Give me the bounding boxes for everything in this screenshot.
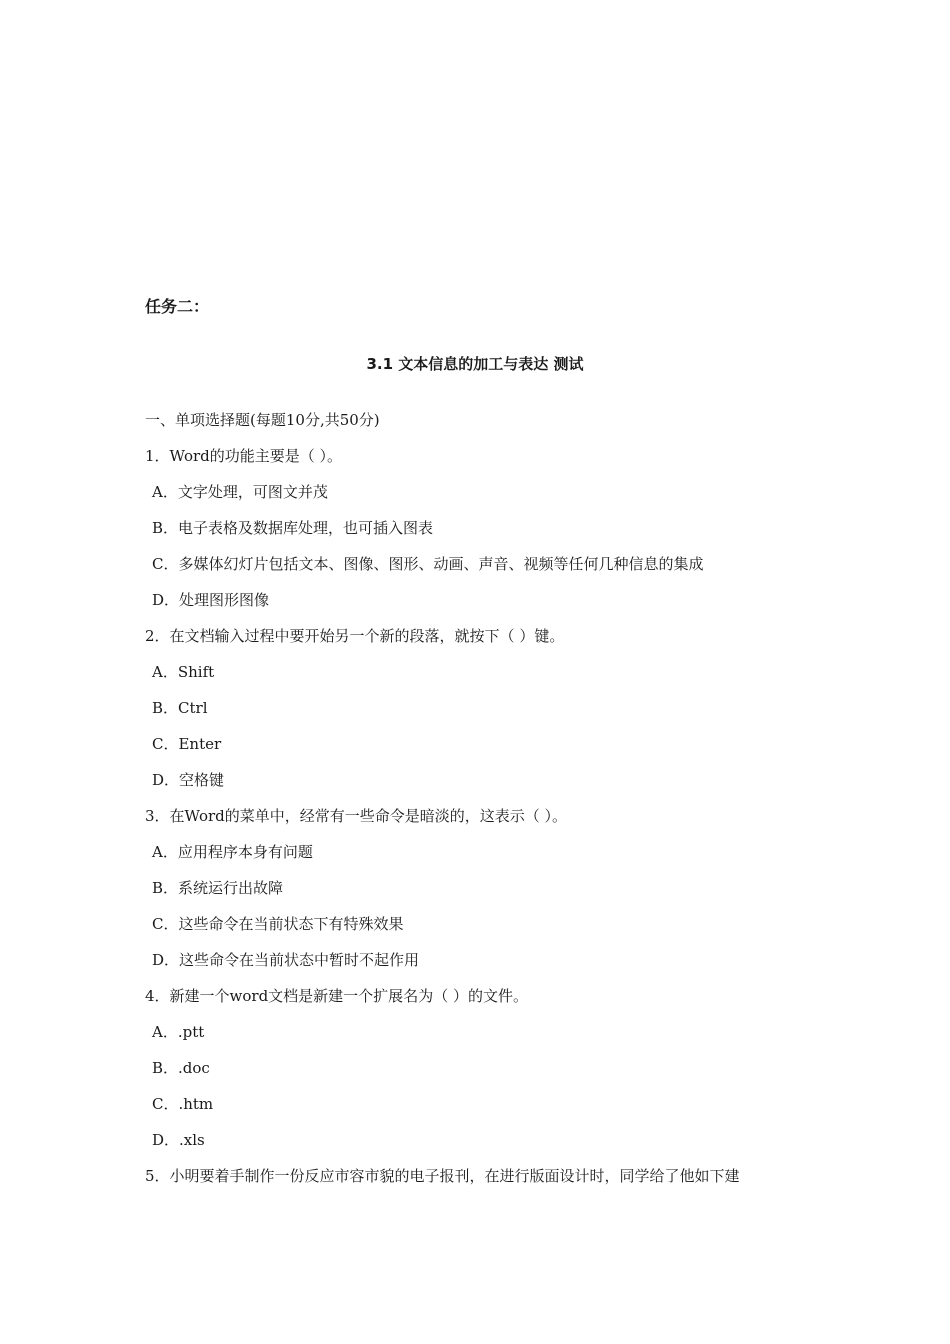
question-stem-2: 2．在文档输入过程中要开始另一个新的段落，就按下（ ）键。: [145, 627, 565, 645]
question-stem-4: 4．新建一个word文档是新建一个扩展名为（ ）的文件。: [145, 987, 528, 1005]
task-label: 任务二：: [145, 297, 210, 316]
q3-option-a: A．应用程序本身有问题: [152, 843, 313, 861]
q1-option-b: B．电子表格及数据库处理，也可插入图表: [152, 519, 434, 537]
question-stem-1: 1．Word的功能主要是（ ）。: [145, 447, 343, 465]
question-stem-5: 5．小明要着手制作一份反应市容市貌的电子报刊，在进行版面设计时，同学给了他如下建: [145, 1167, 740, 1185]
question-stem-3: 3．在Word的菜单中，经常有一些命令是暗淡的，这表示（ ）。: [145, 807, 568, 825]
q4-option-d: D．.xls: [152, 1131, 205, 1149]
q2-option-d: D．空格键: [152, 771, 225, 789]
q1-option-a: A．文字处理，可图文并茂: [152, 483, 328, 501]
q1-option-d: D．处理图形图像: [152, 591, 270, 609]
q4-option-c: C．.htm: [152, 1095, 214, 1113]
q2-option-a: A．Shift: [152, 663, 215, 681]
q3-option-b: B．系统运行出故障: [152, 879, 284, 897]
question-list: [145, 409, 825, 1201]
q3-option-d: D．这些命令在当前状态中暂时不起作用: [152, 951, 420, 969]
q4-option-b: B．.doc: [152, 1059, 210, 1077]
q2-option-c: C．Enter: [152, 735, 222, 753]
q2-option-b: B．Ctrl: [152, 699, 208, 717]
section-heading: 一、单项选择题(每题10分,共50分): [145, 411, 380, 429]
q3-option-c: C．这些命令在当前状态下有特殊效果: [152, 915, 404, 933]
test-title: 3.1 文本信息的加工与表达 测试: [366, 355, 584, 373]
q4-option-a: A．.ptt: [152, 1023, 205, 1041]
q1-option-c: C．多媒体幻灯片包括文本、图像、图形、动画、声音、视频等任何几种信息的集成: [152, 555, 704, 573]
